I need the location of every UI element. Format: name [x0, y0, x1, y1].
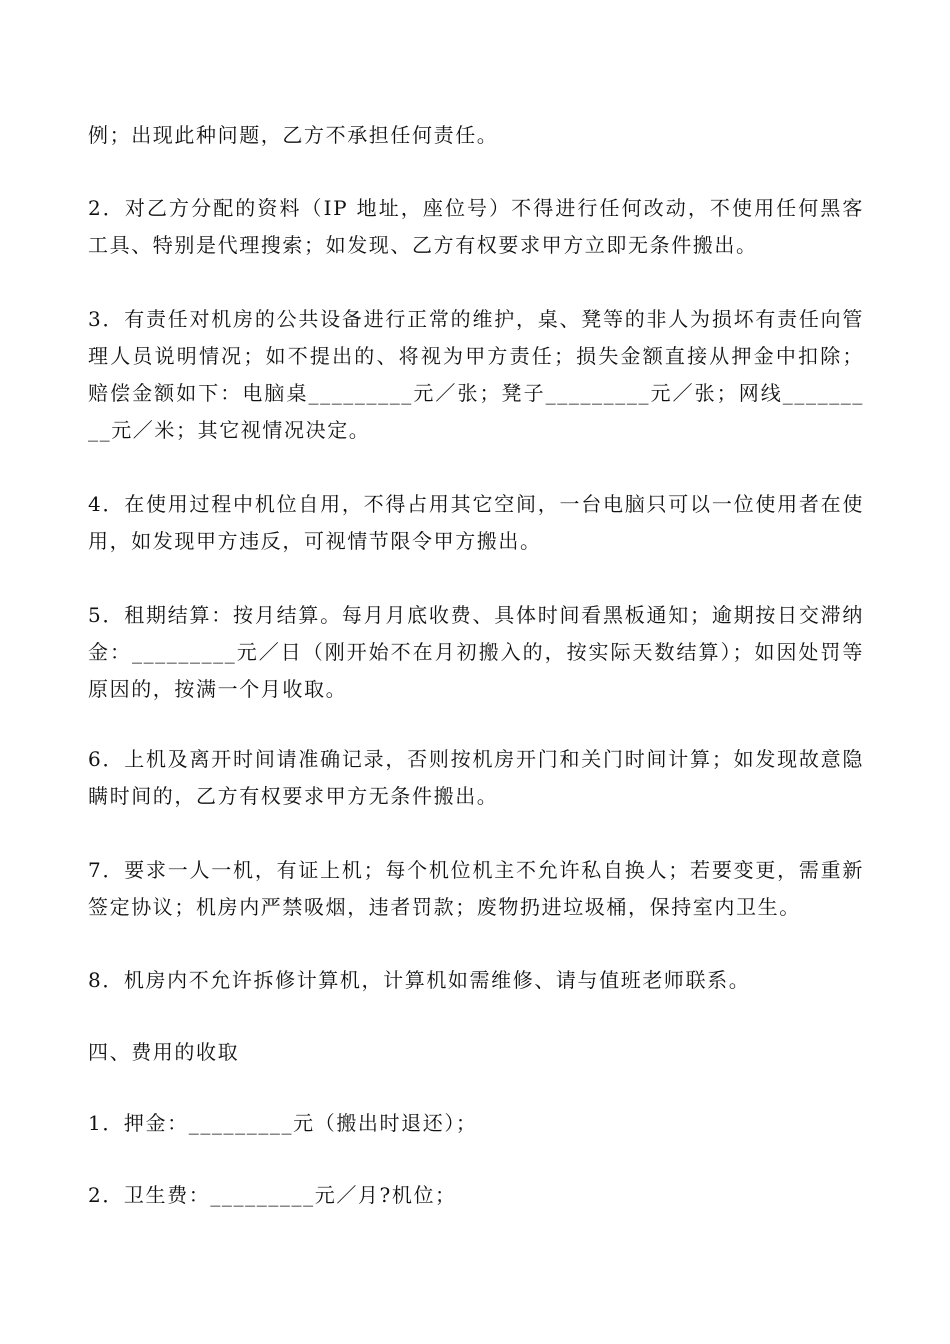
clause-3-paragraph: 3．有责任对机房的公共设备进行正常的维护，桌、凳等的非人为损坏有责任向管理人员说明情况；如不提出的、将视为甲方责任；损失金额直接从押金中扣除；赔偿金额如下：电脑桌_________元／张；凳子_________元／张；网线_________元／米；其它视情况决定。	[88, 307, 864, 442]
clause-8-paragraph: 8．机房内不允许拆修计算机，计算机如需维修、请与值班老师联系。	[88, 968, 751, 992]
paragraph-continuation: 例；出现此种问题，乙方不承担任何责任。	[88, 123, 499, 147]
fee-item-deposit: 1．押金：_________元（搬出时退还）；	[88, 1111, 478, 1135]
clause-6-paragraph: 6．上机及离开时间请准确记录，否则按机房开门和关门时间计算；如发现故意隐瞒时间的，乙方有权要求甲方无条件搬出。	[88, 747, 864, 808]
clause-5-paragraph: 5．租期结算：按月结算。每月月底收费、具体时间看黑板通知；逾期按日交滞纳金：_________元／日（刚开始不在月初搬入的，按实际天数结算）；如因处罚等原因的，按满一个月收取。	[88, 603, 864, 701]
clause-2-paragraph: 2．对乙方分配的资料（IP 地址，座位号）不得进行任何改动，不使用任何黑客工具、特别是代理搜索；如发现、乙方有权要求甲方立即无条件搬出。	[88, 196, 864, 257]
fee-item-sanitation: 2．卫生费：_________元／月?机位；	[88, 1183, 457, 1207]
clause-7-paragraph: 7．要求一人一机，有证上机；每个机位机主不允许私自换人；若要变更，需重新签定协议；机房内严禁吸烟，违者罚款；废物扔进垃圾桶，保持室内卫生。	[88, 858, 864, 919]
clause-4-paragraph: 4．在使用过程中机位自用，不得占用其它空间，一台电脑只可以一位使用者在使用，如发现甲方违反，可视情节限令甲方搬出。	[88, 492, 864, 553]
section-heading-fees: 四、费用的收取	[88, 1040, 240, 1064]
